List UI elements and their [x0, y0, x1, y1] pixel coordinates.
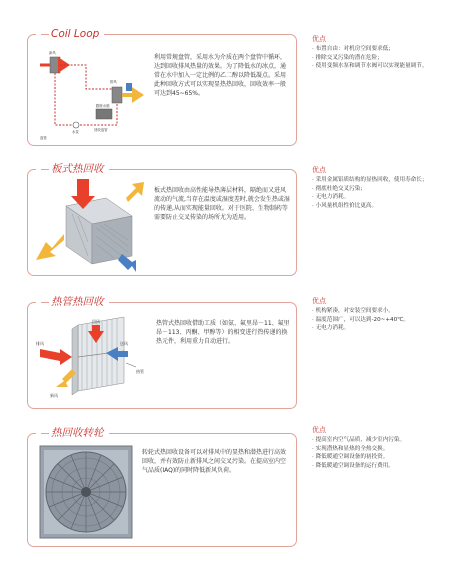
rotary-wheel-title: 热回收转轮 [36, 425, 109, 441]
plate-recovery-panel [27, 163, 297, 276]
coil-label-recovery: 回收盘管 [94, 128, 108, 132]
heat-pipe-advantages [312, 297, 462, 333]
plate-recovery-title: 板式热回收 [36, 161, 109, 177]
heat-pipe-advantages-title: 优点 [312, 297, 326, 305]
advantage-item: · 实现潜热和显热的全热交换。 [312, 445, 462, 454]
rotary-wheel-advantages-title: 优点 [312, 426, 326, 434]
coil-loop-advantages-title: 优点 [312, 35, 326, 43]
rotary-wheel-advantages [312, 426, 462, 470]
advantage-item: · 无电力消耗。 [312, 193, 462, 202]
heat-pipe-description: 热管式热回收借助工质（如氨、氟里昂－11、氟里昂－113、丙酮、甲醇等）的相变进行热传递的换热元件，利用重力自动进行。 [156, 320, 290, 345]
rotary-wheel-description: 转轮式热回收设备可以对排风中的显热和潜热进行高效回收，并有效防止新排风之间交叉污染。在提高室内空气品质(IAQ)的同时降低新风负荷。 [142, 449, 287, 474]
plate-recovery-description: 板式热回收由高性能导热薄层材料，隔绝而又进风流动的气流,当存在温度或湿度差时,就会发生热或湿的传递,从而实现能量回收。对于医院、生物制药等需要防止交叉传染的场所尤为适用。 [154, 187, 290, 221]
heat-pipe-label-fresh: 新风 [50, 393, 58, 398]
advantage-item: · 温度范围广，可以达到-20~+40℃。 [312, 316, 462, 325]
advantage-item: · 降低暖通空调设备的初投资。 [312, 453, 462, 462]
advantage-item: · 提高室内空气品质，减少室内污染。 [312, 436, 462, 445]
coil-label-exhaust: 排风 [110, 80, 117, 84]
heat-pipe-label-exhaust: 排风 [36, 341, 44, 346]
heat-pipe-label-return: 回风 [92, 319, 100, 324]
heat-pipe-title: 热管热回收 [36, 294, 109, 310]
rotary-wheel-panel [27, 427, 297, 547]
heat-pipe-label-pipe: 热管 [136, 369, 144, 374]
heat-pipe-panel [27, 296, 297, 409]
advantage-item: · 采用金属铝质结构的显热回收，使用寿命长； [312, 176, 462, 185]
advantage-item: · 使用变频水泵和调节水阀可以实现能量调节。 [312, 62, 462, 71]
coil-loop-advantages [312, 35, 462, 71]
advantage-item: · 排除交叉污染的潜在危险； [312, 54, 462, 63]
coil-label-tank: 膨胀水箱 [96, 104, 110, 108]
coil-loop-description: 利用常规盘管，采用水为介质在两个盘管中循环，达到回收排风热量的效果。为了降低水的冰点，通常在水中加入一定比例的乙二醇以降低凝点。采用此种回收方式可以实现显热热回收，回收效率一般可达到45~65%。 [154, 54, 287, 97]
advantage-item: · 降低暖通空调设备的运行费用。 [312, 462, 462, 471]
coil-label-pump: 水泵 [72, 130, 79, 134]
plate-recovery-advantages-title: 优点 [312, 166, 326, 174]
coil-loop-panel [27, 28, 297, 146]
coil-loop-diagram [36, 45, 148, 141]
advantage-item: · 机构紧凑，对安装空间要求小。 [312, 307, 462, 316]
advantage-item: · 小风量机组性价比更高。 [312, 202, 462, 211]
rotary-wheel-illustration [38, 444, 134, 540]
advantage-item: · 彻底杜绝交叉污染； [312, 185, 462, 194]
advantage-item: · 布置自由：对机房空间要求低； [312, 45, 462, 54]
coil-label-fresh: 新风 [49, 51, 56, 55]
coil-label-coil: 盘管 [40, 136, 47, 140]
plate-recovery-advantages [312, 166, 462, 210]
coil-loop-title: Coil Loop [36, 26, 104, 42]
heat-pipe-illustration [32, 311, 152, 405]
heat-pipe-label-supply: 送风 [120, 341, 128, 346]
advantage-item: · 无电力消耗。 [312, 324, 462, 333]
plate-exchanger-illustration [32, 176, 148, 272]
